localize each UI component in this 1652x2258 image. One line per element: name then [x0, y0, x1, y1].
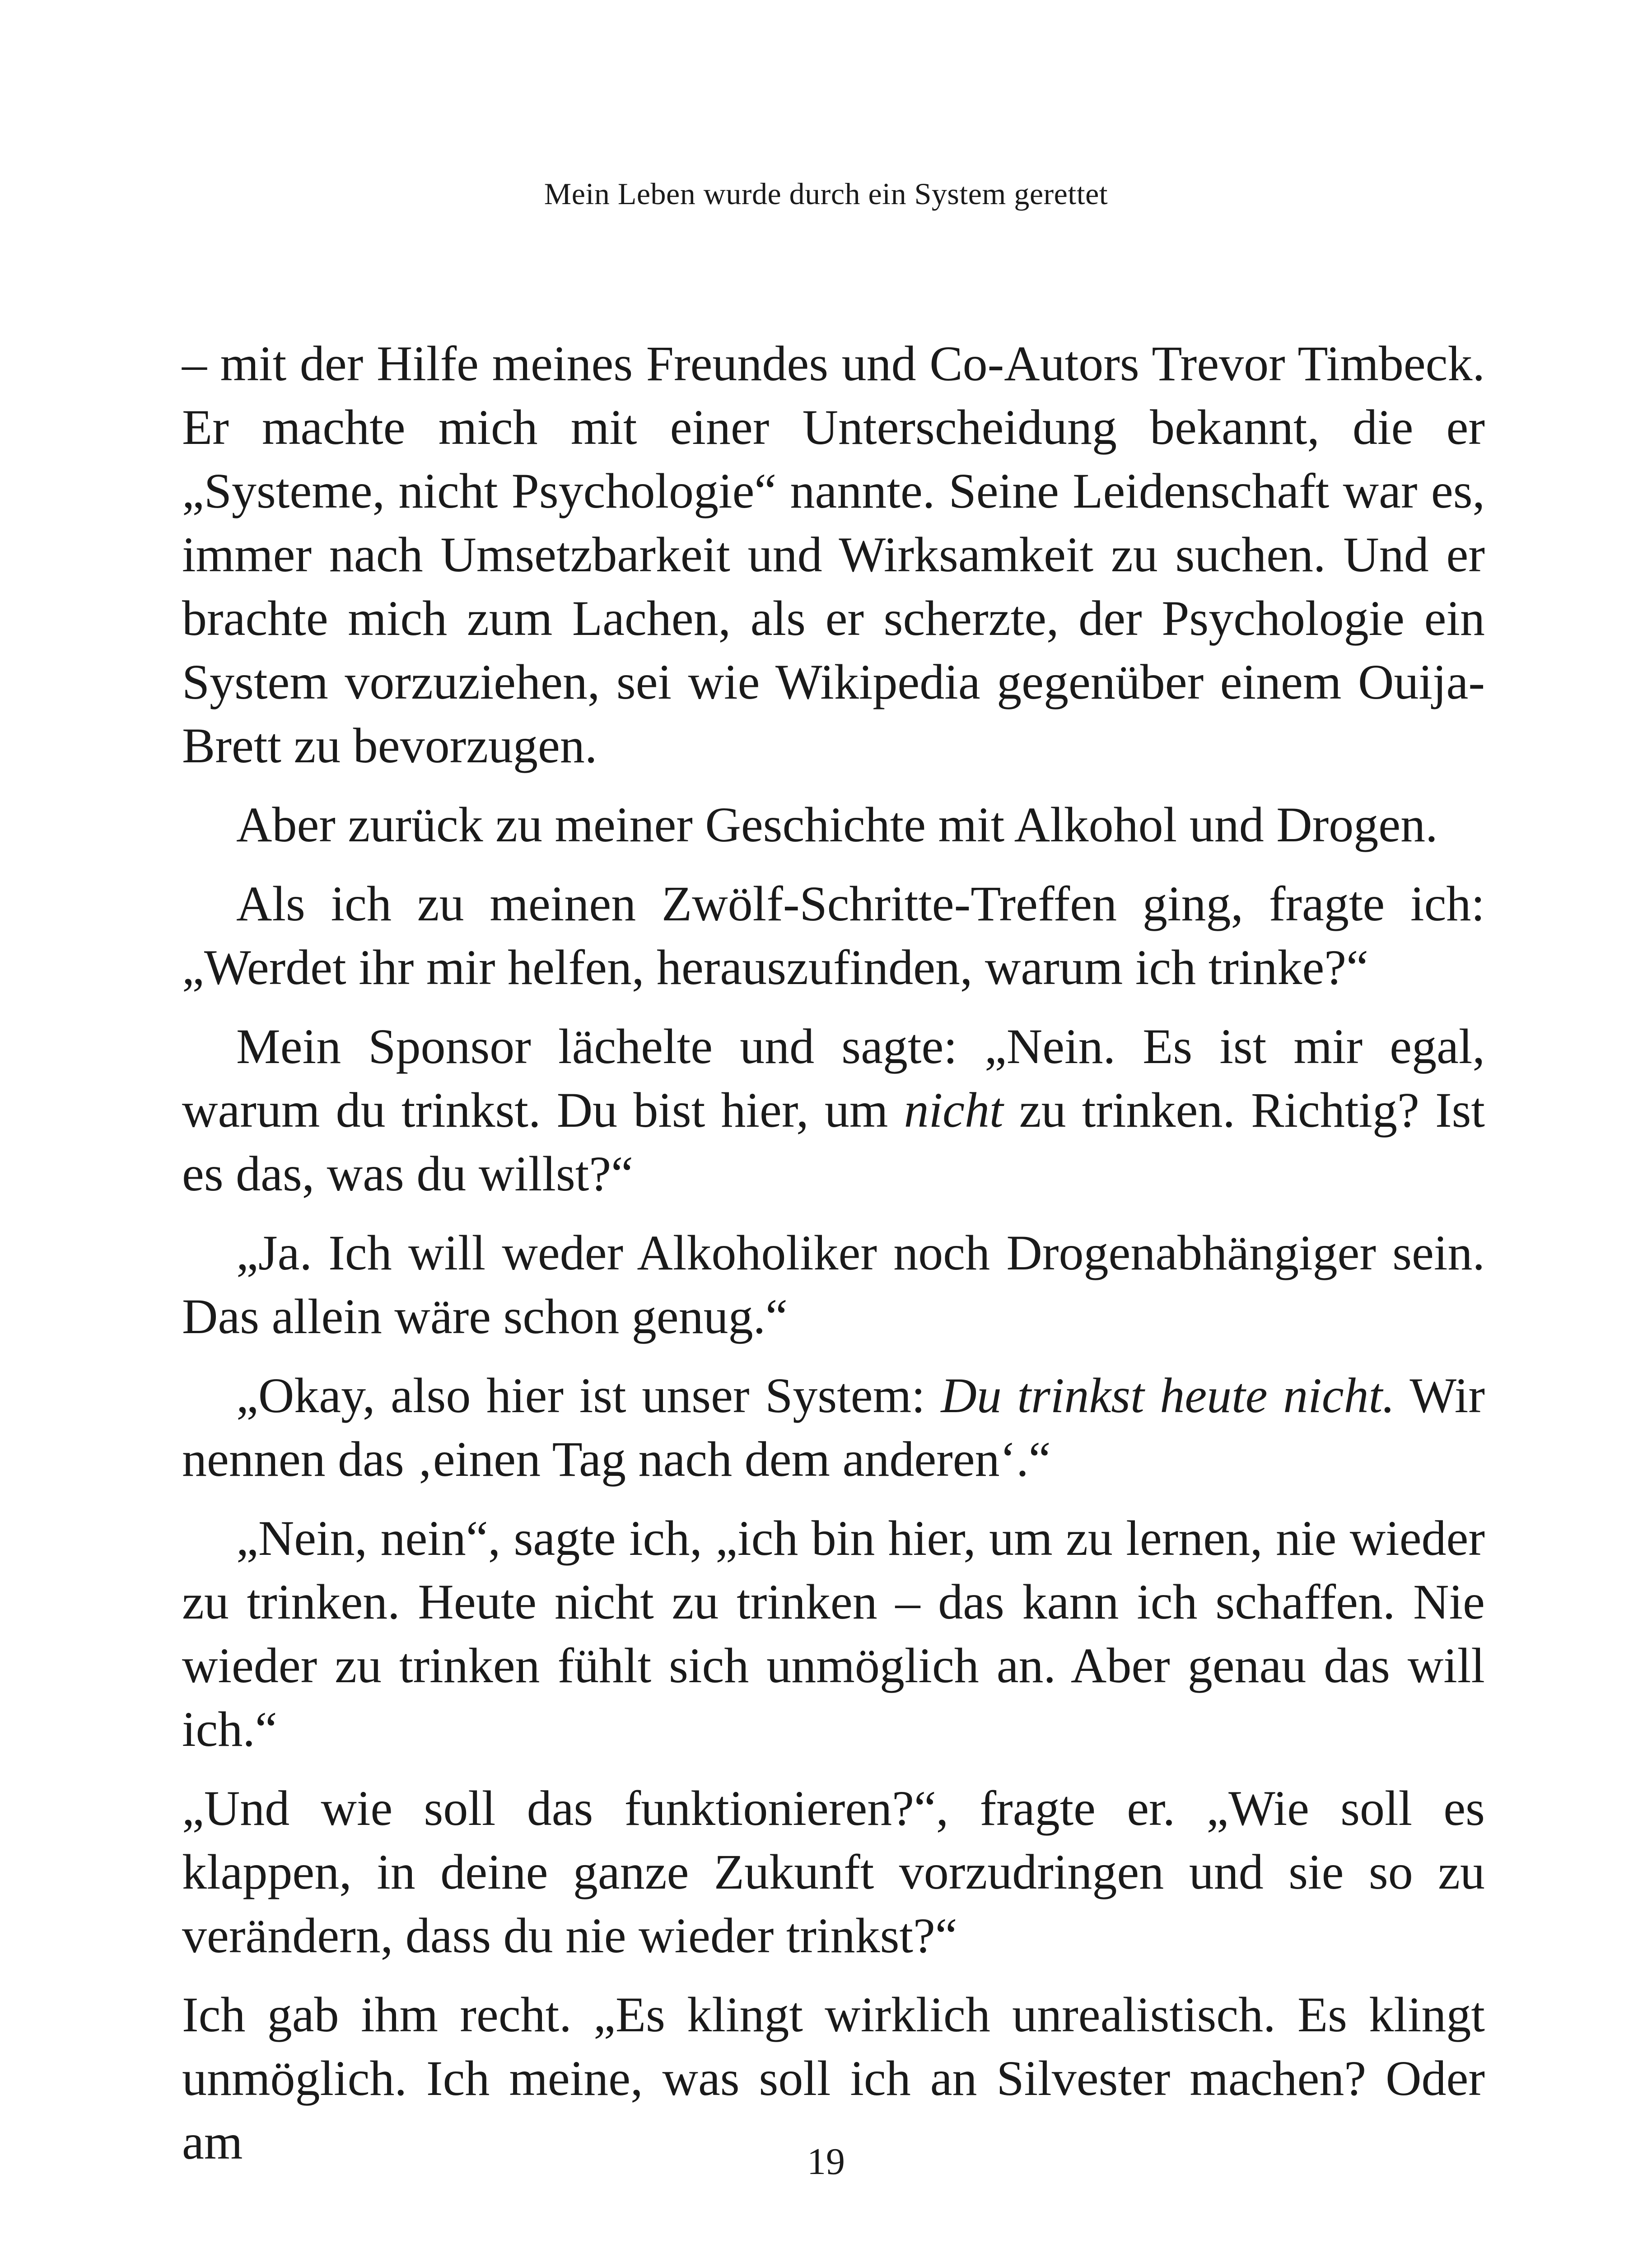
paragraph-3 — [182, 872, 1485, 999]
running-header: Mein Leben wurde durch ein System gerettet — [544, 177, 1108, 211]
text-run: „Und wie soll das funktionieren?“, fragte er. „Wie soll es klappen, in deine ganze Zukunft vorzudringen und sie so zu verändern, dass du nie wieder trinkst?“ — [182, 1781, 1485, 1963]
paragraph-5 — [182, 1221, 1485, 1348]
text-run: zu trinken. Richtig? Ist es das, was du willst?“ — [182, 1082, 1485, 1201]
text-run: Ich gab ihm recht. „Es klingt wirklich unrealistisch. Es klingt unmöglich. Ich meine, was soll ich an Silvester machen? Oder am — [182, 1987, 1485, 2169]
text-run: „Okay, also hier ist unser System: — [236, 1368, 941, 1423]
italic-emphasis: nicht — [904, 1082, 1003, 1138]
paragraph-8 — [182, 1777, 1485, 1968]
page-body — [182, 332, 1485, 2189]
text-run: Aber zurück zu meiner Geschichte mit Alkohol und Drogen. — [236, 797, 1438, 852]
paragraph-4 — [182, 1015, 1485, 1206]
paragraph-7 — [182, 1507, 1485, 1761]
paragraph-6 — [182, 1364, 1485, 1491]
paragraph-1 — [182, 332, 1485, 778]
page-number: 19 — [807, 2141, 845, 2183]
text-run: Wir nennen das ‚einen Tag nach dem anderen‘.“ — [182, 1368, 1485, 1487]
text-run: „Ja. Ich will weder Alkoholiker noch Drogenabhängiger sein. Das allein wäre schon genug.“ — [182, 1225, 1485, 1344]
text-run: Als ich zu meinen Zwölf-Schritte-Treffen ging, fragte ich: „Werdet ihr mir helfen, herauszufinden, warum ich trinke?“ — [182, 876, 1485, 995]
text-run: – mit der Hilfe meines Freundes und Co-Autors Trevor Timbeck. Er machte mich mit einer Unterscheidung bekannt, die er „Systeme, nicht Psychologie“ nannte. Seine Leidenschaft war es, immer nach Umsetzbarkeit und Wirksamkeit zu suchen. Und er brachte mich zum Lachen, als er scherzte, der Psychologie ein System vorzuziehen, sei wie Wikipedia gegenüber einem Ouija-Brett zu bevorzugen. — [182, 336, 1485, 773]
text-run: „Nein, nein“, sagte ich, „ich bin hier, um zu lernen, nie wieder zu trinken. Heute nicht zu trinken – das kann ich schaffen. Nie wieder zu trinken fühlt sich unmöglich an. Aber genau das will ich.“ — [182, 1511, 1485, 1757]
paragraph-2 — [182, 793, 1485, 857]
italic-emphasis: Du trinkst heute nicht. — [941, 1368, 1395, 1423]
text-run: Mein Sponsor lächelte und sagte: „Nein. Es ist mir egal, warum du trinkst. Du bist hier, um — [182, 1019, 1485, 1138]
